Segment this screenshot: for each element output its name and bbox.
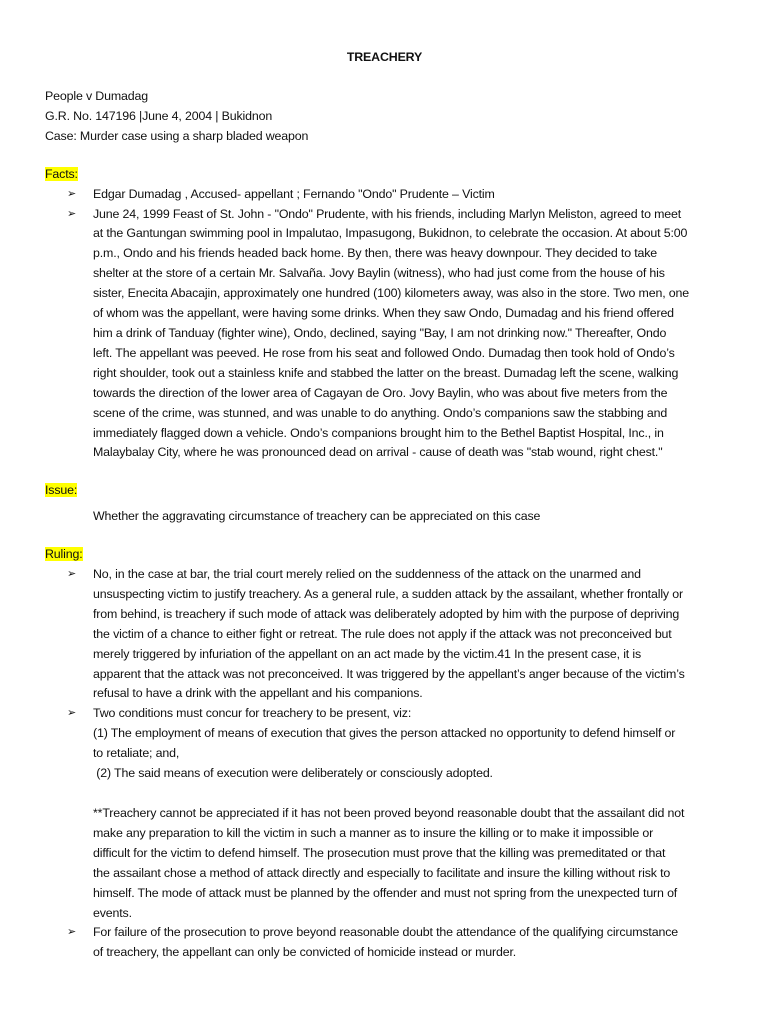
bullet-arrow-icon: ➢ <box>67 207 77 220</box>
facts-item-line: left. The appellant was peeved. He rose from his seat and followed Ondo. Dumadag then took hold of Ondo’s <box>93 345 675 360</box>
ruling-list <box>45 565 724 963</box>
ruling-item <box>45 565 724 704</box>
ruling-item-line: of treachery, the appellant can only be convicted of homicide instead or murder. <box>93 945 517 960</box>
ruling-note-line: events. <box>93 905 132 920</box>
ruling-note-line: the assailant chose a method of attack directly and especially to facilitate and insure the killing without risk to <box>93 865 671 880</box>
ruling-note-line: himself. The mode of attack must be planned by the offender and must not spring from the unexpected turn of <box>93 885 678 900</box>
ruling-item-line: (1) The employment of means of execution that gives the person attacked no opportunity to defend himself or <box>93 726 676 741</box>
ruling-item-line: (2) The said means of execution were deliberately or consciously adopted. <box>93 766 493 781</box>
facts-item-line: towards the direction of the lower area of Cagayan de Oro. Jovy Baylin, who was about five meters from the <box>93 385 668 400</box>
issue-heading: Issue: <box>45 483 78 498</box>
facts-item-line: scene of the crime, was stunned, and was unable to do anything. Ondo’s companions saw the stabbing and <box>93 405 668 420</box>
ruling-item-line: merely triggered by infuriation of the appellant on an act made by the victim.41 In the present case, it is <box>93 646 642 661</box>
case-name: People v Dumadag <box>45 89 148 103</box>
facts-item-line: immediately flagged down a vehicle. Ondo’s companions brought him to the Bethel Baptist Hospital, Inc., in <box>93 425 664 440</box>
facts-item-line: him a drink of Tanduay (fighter wine), Ondo, declined, saying "Bay, I am not drinking now." Thereafter, Ondo <box>93 325 667 340</box>
ruling-note-line: make any preparation to kill the victim in such a manner as to insure the killing or to make it impossible or <box>93 825 654 840</box>
facts-item <box>45 185 724 205</box>
ruling-section-heading <box>45 545 724 565</box>
spacer <box>93 784 724 804</box>
case-description: Case: Murder case using a sharp bladed weapon <box>45 128 309 143</box>
ruling-item-line: Two conditions must concur for treachery to be present, viz: <box>93 706 412 721</box>
facts-heading: Facts: <box>45 166 78 181</box>
ruling-heading: Ruling: <box>45 547 83 562</box>
facts-item-line: p.m., Ondo and his friends headed back home. By then, there was heavy downpour. They decided to take <box>93 246 658 261</box>
facts-section-heading <box>45 165 724 185</box>
bullet-arrow-icon: ➢ <box>67 707 77 720</box>
facts-item-line: Edgar Dumadag , Accused- appellant ; Fernando "Ondo" Prudente – Victim <box>93 186 495 201</box>
bullet-arrow-icon: ➢ <box>67 568 77 581</box>
ruling-item-line: the victim of a chance to either fight or retreat. The rule does not apply if the attack was not preconceived but <box>93 626 672 641</box>
ruling-item-line: refusal to have a drink with the appellant and his companions. <box>93 686 423 701</box>
bullet-arrow-icon: ➢ <box>67 187 77 200</box>
facts-item-line: at the Gantungan swimming pool in Impalutao, Impasugong, Bukidnon, to celebrate the occasion. At about 5:00 <box>93 226 688 241</box>
ruling-item-line: For failure of the prosecution to prove beyond reasonable doubt the attendance of the qualifying circumstance <box>93 925 678 940</box>
ruling-item <box>45 923 724 963</box>
facts-item-line: June 24, 1999 Feast of St. John - "Ondo" Prudente, with his friends, including Marlyn Meliston, agreed to meet <box>93 206 682 221</box>
ruling-item <box>45 704 724 923</box>
facts-item <box>45 205 724 464</box>
issue-text: Whether the aggravating circumstance of treachery can be appreciated on this case <box>93 509 541 524</box>
ruling-note-line: **Treachery cannot be appreciated if it has not been proved beyond reasonable doubt that the assailant did not <box>93 806 685 820</box>
case-citation: G.R. No. 147196 |June 4, 2004 | Bukidnon <box>45 108 273 123</box>
facts-item-line: right shoulder, took out a stainless knife and stabbed the latter on the breast. Dumadag left the scene, walking <box>93 365 679 380</box>
ruling-item-line: to retaliate; and, <box>93 746 180 761</box>
facts-item-line: shelter at the store of a certain Mr. Salvaña. Jovy Baylin (witness), who had just come from the house of his <box>93 266 665 281</box>
ruling-item-line: from behind, is treachery if such mode of attack was deliberately adopted by him with the purpose of depriving <box>93 606 680 621</box>
ruling-item-line: No, in the case at bar, the trial court merely relied on the suddenness of the attack on the unarmed and <box>93 567 641 582</box>
document-title: TREACHERY <box>346 50 423 64</box>
ruling-item-line: unsuspecting victim to justify treachery. As a general rule, a sudden attack by the assailant, whether frontally or <box>93 586 683 601</box>
facts-item-line: sister, Enecita Abacajin, approximately one hundred (100) kilometers away, was also in the store. Two men, one <box>93 286 690 301</box>
ruling-item-line: apparent that the attack was not preconceived. It was triggered by the appellant’s anger because of the victim’s <box>93 666 685 681</box>
facts-list <box>45 185 724 464</box>
bullet-arrow-icon: ➢ <box>67 926 77 939</box>
ruling-note-line: difficult for the victim to defend himself. The prosecution must prove that the killing was premeditated or that <box>93 845 666 860</box>
facts-item-line: of whom was the appellant, were having some drinks. When they saw Ondo, Dumadag and his friend offered <box>93 306 674 321</box>
facts-item-line: Malaybalay City, where he was pronounced dead on arrival - cause of death was "stab wound, right chest." <box>93 445 663 460</box>
issue-section-heading <box>45 481 724 501</box>
